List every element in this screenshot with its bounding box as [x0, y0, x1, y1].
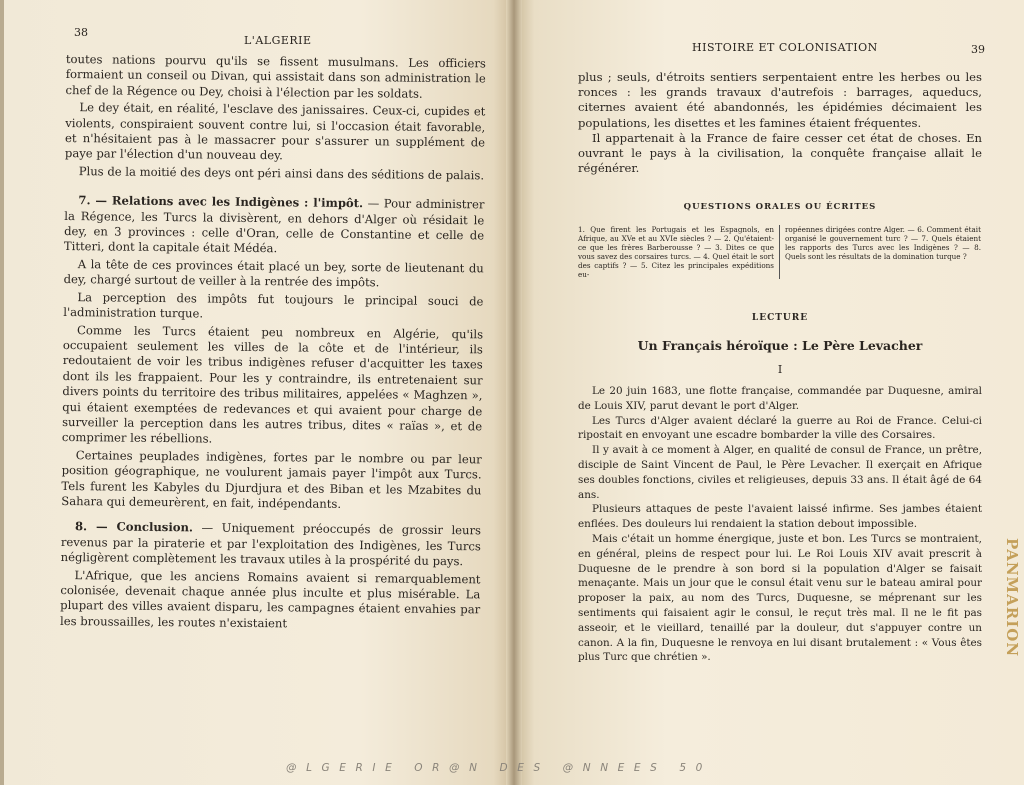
lecture-text	[578, 384, 982, 665]
paragraph: Le 20 juin 1683, une flotte française, commandée par Duquesne, amiral de Louis XIV, parut devant le port d'Alger.	[578, 385, 982, 412]
paragraph: La perception des impôts fut toujours le principal souci de l'administration turque.	[63, 289, 484, 321]
left-page-text	[60, 52, 486, 636]
paragraph: toutes nations pourvu qu'ils se fissent musulmans. Les officiers formaient un conseil ou Divan, qui assistait dans son administration le chef de la Régence ou Dey, choisi à l'élection par les soldats.	[65, 52, 486, 101]
questions-column-2: ropéennes dirigées contre Alger. — 6. Comment était organisé le gouvernement turc ? — 7. Quels étaient les rapports des Turcs avec les Indigènes ? — 8. Quels sont les résultats de la domination turque ?	[785, 225, 981, 261]
paragraph: Comme les Turcs étaient peu nombreux en Algérie, qu'ils occupaient seulement les villes de la côte et de l'intérieur, ils redoutaient de voir les tribus indigènes refuser d'acquitter les taxes dont ils les frappaient. Pour les y contraindre, ils entretenaient sur divers points du territoire des tribus militaires, appelées « Maghzen », qui étaient exemptées de redevances et qui avaient pour charge de surveiller la perception dans les autres tribus, dites « raïas », et de comprimer les rébellions.	[61, 322, 484, 446]
left-running-head: L'ALGERIE	[244, 34, 312, 47]
chapter-numeral: I	[777, 363, 783, 376]
paragraph: A la tête de ces provinces était placé un bey, sorte de lieutenant du dey, chargé surtout de veiller à la rentrée des impôts.	[63, 257, 484, 290]
section-7-title: 7. — Relations avec les Indigènes : l'impôt.	[78, 193, 364, 211]
lecture-label: LECTURE	[751, 313, 809, 323]
questions-column-1: 1. Que firent les Portugais et les Espagnols, en Afrique, au XVe et au XVIe siècles ? — 2. Qu'étaient-ce que les frères Barberousse ? — 3. Dites ce que vous savez des corsaires turcs. — 4. Quel était le sort des captifs ? — 5. Citez les principales expéditions eu-	[578, 225, 774, 279]
paragraph: L'Afrique, que les anciens Romains avaient si remarquablement colonisée, devenait chaque année plus inculte et plus misérable. La plupart des villes avaient disparu, les campagnes étaient envahies par les broussailles, les routes n'existaient	[59, 567, 481, 631]
paragraph: Les Turcs d'Alger avaient déclaré la guerre au Roi de France. Celui-ci ripostait en envoyant une escadre bombarder la ville des Corsaires.	[578, 414, 982, 442]
section-8-title: 8. — Conclusion.	[74, 519, 194, 535]
page-edge	[0, 0, 4, 785]
paragraph: Mais c'était un homme énergique, juste et bon. Les Turcs se montraient, en général, pleins de respect pour lui. Le Roi Louis XIV avait prescrit à Duquesne de le prendre à son bord si la population d'Alger se faisait menaçante. Mais un jour que le consul était venu sur le bateau amiral pour proposer la paix, au nom des Turcs, Duquesne, se méprenant sur les sentiments qui faisaient agir le consul, le reçut très mal. Il ne le fit pas asseoir, et le vieillard, tenaillé par la douleur, dut s'appuyer contre un canon. A la fin, Duquesne le renvoya en lui disant brutalement : « Vous êtes plus Turc que chrétien ».	[578, 532, 982, 664]
paragraph: plus ; seuls, d'étroits sentiers serpentaient entre les herbes ou les ronces : les grands travaux d'autrefois : barrages, aqueducs, citernes avaient été abandonnés, les épidémies décimaient les populations, les disettes et les famines étaient fréquentes.	[578, 70, 982, 130]
paragraph: Il appartenait à la France de faire cesser cet état de choses. En ouvrant le pays à la civilisation, la conquête française allait le régénérer.	[578, 130, 982, 176]
paragraph: Plusieurs attaques de peste l'avaient laissé infirme. Ses jambes étaient enflées. Des douleurs lui rendaient la station debout impossible.	[578, 503, 982, 531]
section-7	[64, 193, 485, 259]
column-divider	[779, 225, 780, 279]
right-page-number: 39	[971, 43, 985, 56]
paragraph: Le dey était, en réalité, l'esclave des janissaires. Ceux-ci, cupides et violents, conspiraient souvent contre lui, si l'occasion était favorable, et n'hésitaient pas à le massacrer pour s'assurer un supplément de paye par l'élection d'un nouveau dey.	[64, 100, 486, 163]
questions-title: QUESTIONS ORALES OU ÉCRITES	[683, 202, 877, 212]
section-8	[61, 519, 481, 570]
right-running-head: HISTOIRE ET COLONISATION	[692, 41, 878, 54]
paragraph: Il y avait à ce moment à Alger, en qualité de consul de France, un prêtre, disciple de Saint Vincent de Paul, le Père Levacher. Il exerçait en Afrique ses doubles fonctions, civiles et religieuses, depuis 33 ans. Il était âgé de 64 ans.	[578, 444, 982, 501]
left-page-number: 38	[74, 26, 88, 39]
section-7-text: — Pour administrer la Régence, les Turcs la divisèrent, en dehors d'Alger où résidait le dey, en 3 provinces : celle d'Oran, celle de Constantine et celle de Titteri, dont la capitale était Médéa.	[63, 196, 485, 256]
book-gutter	[506, 0, 522, 785]
section-8-text: — Uniquement préoccupés de grossir leurs revenus par la piraterie et par l'exploitation des Indigènes, les Turcs négligèrent complètement les travaux utiles à la prospérité du pays.	[60, 520, 482, 569]
right-page-text	[578, 70, 982, 176]
questions-block	[578, 225, 982, 279]
paragraph: Plus de la moitié des deys ont péri ainsi dans des séditions de palais.	[78, 163, 485, 183]
lecture-title: Un Français héroïque : Le Père Levacher	[637, 338, 923, 353]
paragraph: Certaines peuplades indigènes, fortes par le nombre ou par leur position géographique, ne voulurent jamais payer l'impôt aux Turcs. Tels furent les Kabyles du Djurdjura et des Biban et les Mzabites du Sahara qui demeurèrent, en fait, indépendants.	[61, 447, 482, 511]
watermark: @LGERIE OR@N DES @NNEES 50	[286, 762, 712, 774]
side-watermark: PANMARION	[1003, 538, 1021, 658]
